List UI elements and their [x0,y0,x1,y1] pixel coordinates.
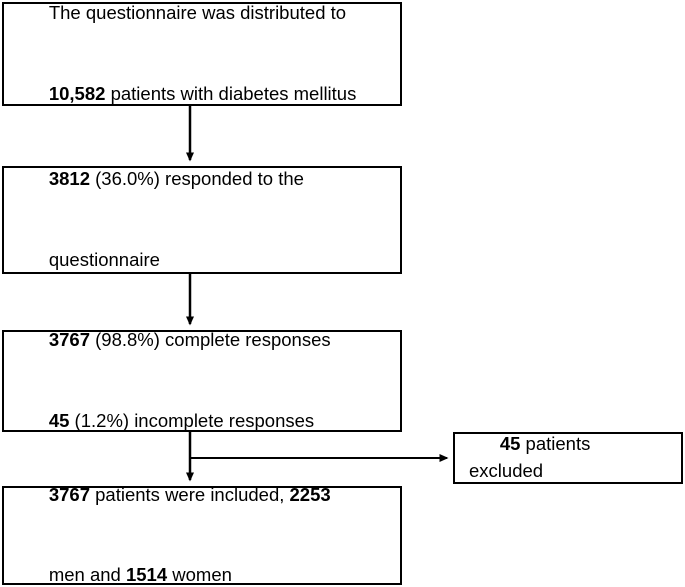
box-text-line [18,381,386,461]
text-segment-bold: 45 [499,433,521,455]
text-segment: patients with diabetes mellitus [105,82,357,104]
text-segment-bold: 45 [48,409,70,431]
text-segment-bold: 3767 [48,329,90,351]
box-text-line [18,536,386,587]
patients-excluded-box [453,432,683,484]
questionnaire-distributed-box [2,2,402,106]
text-segment-bold: 1514 [125,564,168,586]
text-segment: questionnaire [48,248,160,270]
text-segment: women [167,564,232,586]
text-segment-bold: 3812 [48,168,90,190]
text-segment: patients excluded [469,433,596,481]
responded-box [2,166,402,274]
box-text-line [18,54,386,134]
text-segment-bold: 3767 [48,483,90,505]
box-text-line [18,220,386,300]
text-segment: (36.0%) responded to the [90,168,304,190]
text-segment: (98.8%) complete responses [90,329,331,351]
box-text-line [469,404,667,511]
text-segment: patients were included, [90,483,290,505]
complete-responses-box [2,330,402,432]
box-text-line [18,301,386,381]
box-text-line [18,455,386,535]
box-text-line [18,140,386,220]
text-segment-bold: 2253 [289,483,331,505]
text-segment: (1.2%) incomplete responses [69,409,315,431]
text-segment: men and [48,564,126,586]
text-segment: The questionnaire was distributed to [48,2,347,24]
box-text-line [18,0,386,54]
patients-included-box [2,483,402,586]
text-segment-bold: 10,582 [48,82,106,104]
